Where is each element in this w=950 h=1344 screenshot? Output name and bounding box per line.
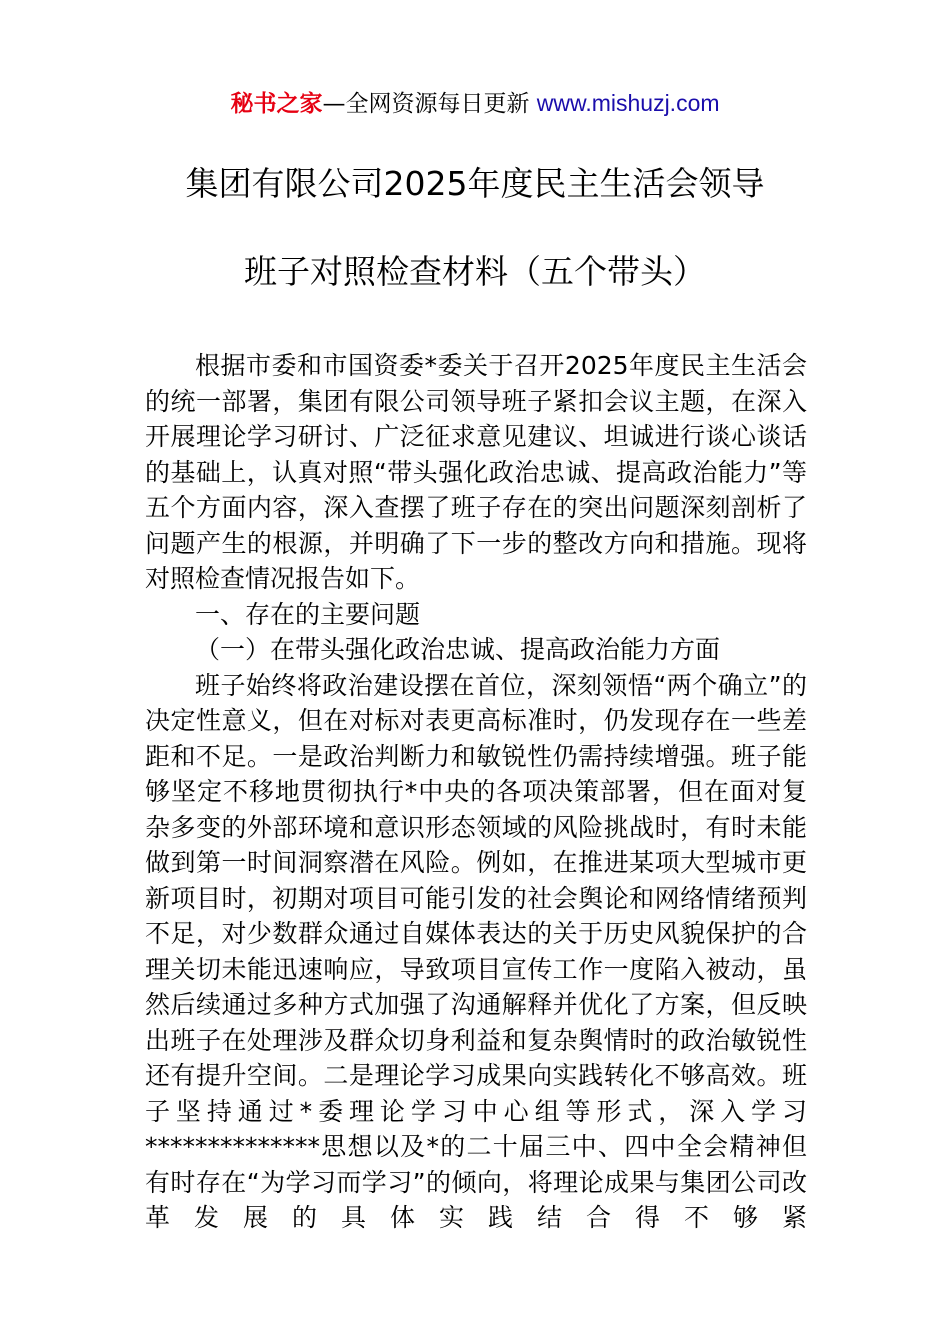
site-slogan: —全网资源每日更新 [322, 91, 537, 117]
document-title [0, 160, 950, 296]
section-heading: 一、存在的主要问题 [195, 599, 421, 629]
intro-paragraph: 根据市委和市国资委*委关于召开2025年度民主生活会的统一部署，集团有限公司领导班子紧扣会议主题，在深入开展理论学习研讨、广泛征求意见建议、坦诚进行谈心谈话的基础上，认真对照“带头强化政治忠诚、提高政治能力”等五个方面内容，深入查摆了班子存在的突出问题深刻剖析了问题产生的根源，并明确了下一步的整改方向和措施。现将对照检查情况报告如下。 [145, 351, 807, 593]
site-url-link[interactable]: www.mishuzj.com [536, 90, 720, 116]
document-body [145, 348, 807, 1236]
subsection-heading: （一）在带头强化政治忠诚、提高政治能力方面 [195, 635, 721, 664]
body-paragraph: 班子始终将政治建设摆在首位，深刻领悟“两个确立”的决定性意义，但在对标对表更高标准时，仍发现存在一些差距和不足。一是政治判断力和敏锐性仍需持续增强。班子能够坚定不移地贯彻执行*中央的各项决策部署，但在面对复杂多变的外部环境和意识形态领域的风险挑战时，有时未能做到第一时间洞察潜在风险。例如，在推进某项大型城市更新项目时，初期对项目可能引发的社会舆论和网络情绪预判不足，对少数群众通过自媒体表达的关于历史风貌保护的合理关切未能迅速响应，导致项目宣传工作一度陷入被动，虽然后续通过多种方式加强了沟通解释并优化了方案，但反映出班子在处理涉及群众切身利益和复杂舆情时的政治敏锐性还有提升空间。二是理论学习成果向实践转化不够高效。班子坚持通过*委理论学习中心组等形式，深入学习**************思想以及*的二十届三中、四中全会精神但有时存在“为学习而学习”的倾向，将理论成果与集团公司改革发展的具体实践结合得不够紧 [145, 670, 807, 1232]
title-line-1: 集团有限公司2025年度民主生活会领导 [185, 164, 765, 203]
site-header [0, 86, 950, 121]
site-brand: 秘书之家 [230, 91, 323, 117]
title-line-2: 班子对照检查材料（五个带头） [244, 252, 706, 291]
